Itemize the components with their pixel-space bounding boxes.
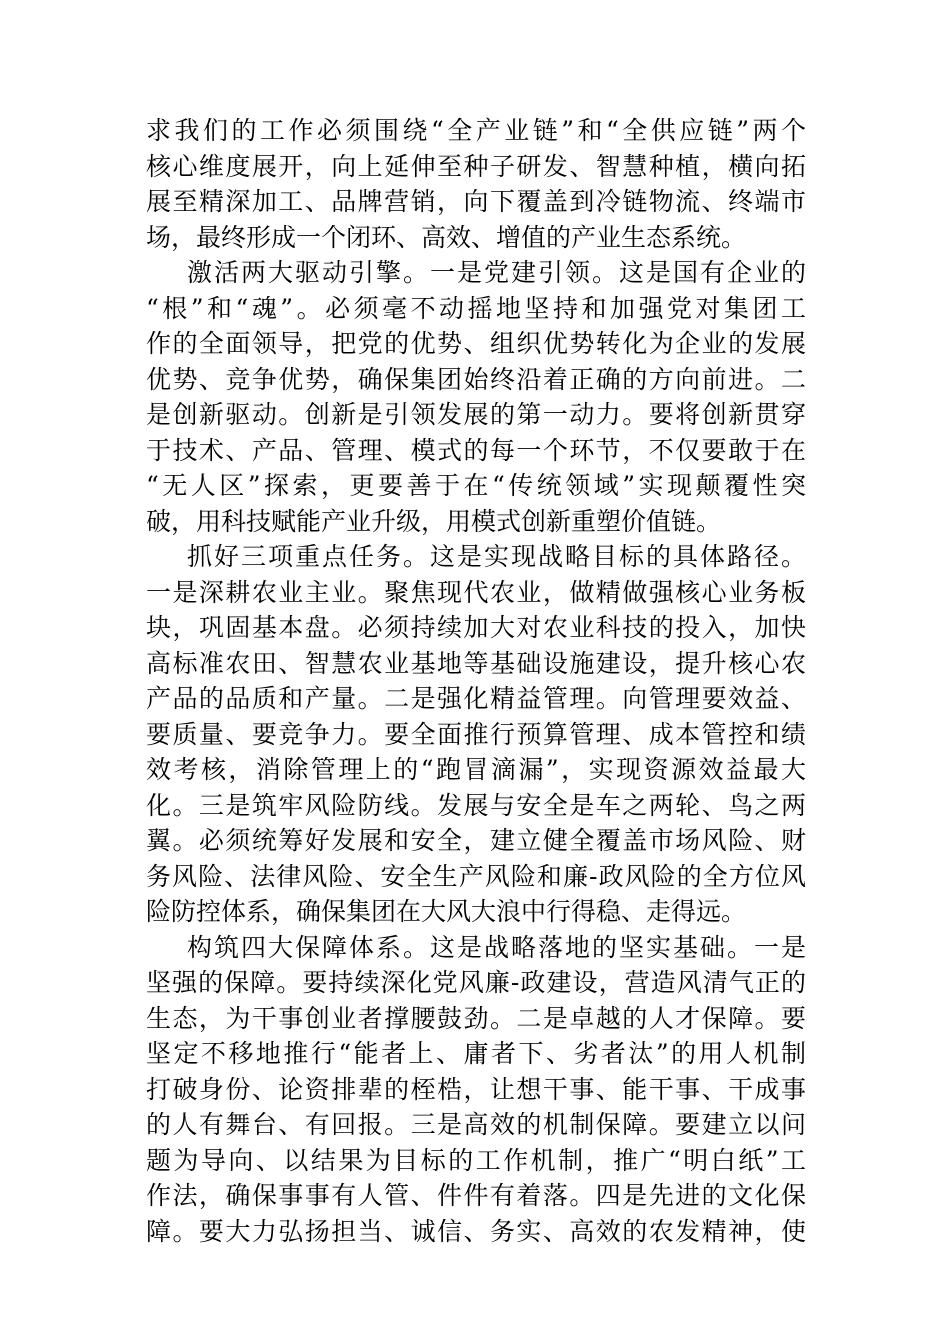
text-line: 块，巩固基本盘。必须持续加大对农业科技的投入，加快 bbox=[146, 613, 806, 642]
text-line: 险防控体系，确保集团在大风大浪中行得稳、走得远。 bbox=[146, 897, 747, 926]
text-line: 题为导向、以结果为目标的工作机制，推广“明白纸”工 bbox=[146, 1145, 806, 1175]
paragraph-2 bbox=[146, 255, 806, 539]
text-line: 化。三是筑牢风险防线。发展与安全是车之两轮、鸟之两 bbox=[146, 790, 806, 820]
text-line: 核心维度展开，向上延伸至种子研发、智慧种植，横向拓 bbox=[146, 151, 806, 181]
text-line: 优势、竞争优势，确保集团始终沿着正确的方向前进。二 bbox=[146, 364, 806, 394]
paragraph-3 bbox=[146, 539, 806, 930]
text-line: 作的全面领导，把党的优势、组织优势转化为企业的发展 bbox=[146, 329, 806, 358]
text-line: 场，最终形成一个闭环、高效、增值的产业生态系统。 bbox=[146, 222, 747, 252]
text-line: 打破身份、论资排辈的桎梏，让想干事、能干事、干成事 bbox=[146, 1074, 806, 1104]
text-line: 构筑四大保障体系。这是战略落地的坚实基础。一是 bbox=[187, 932, 806, 962]
text-line: 一是深耕农业主业。聚焦现代农业，做精做强核心业务板 bbox=[146, 577, 806, 607]
text-line: 坚定不移地推行“能者上、庸者下、劣者汰”的用人机制 bbox=[146, 1039, 806, 1068]
body-text bbox=[146, 113, 806, 1249]
text-line: 产品的品质和产量。二是强化精益管理。向管理要效益、 bbox=[146, 684, 806, 713]
text-line: 展至精深加工、品牌营销，向下覆盖到冷链物流、终端市 bbox=[146, 187, 806, 216]
text-line: 障。要大力弘扬担当、诚信、务实、高效的农发精神，使 bbox=[146, 1216, 806, 1246]
text-line: “根”和“魂”。必须毫不动摇地坚持和加强党对集团工 bbox=[146, 293, 806, 323]
text-line: 的人有舞台、有回报。三是高效的机制保障。要建立以问 bbox=[146, 1110, 806, 1139]
text-line: “无人区”探索，更要善于在“传统领域”实现颠覆性突 bbox=[146, 471, 806, 500]
text-line: 破，用科技赋能产业升级，用模式创新重塑价值链。 bbox=[146, 506, 722, 536]
text-line: 于技术、产品、管理、模式的每一个环节，不仅要敢于在 bbox=[146, 435, 806, 465]
text-line: 激活两大驱动引擎。一是党建引领。这是国有企业的 bbox=[187, 258, 806, 287]
text-line: 抓好三项重点任务。这是实现战略目标的具体路径。 bbox=[187, 542, 806, 571]
paragraph-1 bbox=[146, 113, 806, 255]
text-line: 要质量、要竞争力。要全面推行预算管理、成本管控和绩 bbox=[146, 719, 806, 749]
text-line: 是创新驱动。创新是引领发展的第一动力。要将创新贯穿 bbox=[146, 400, 806, 429]
text-line: 求我们的工作必须围绕“全产业链”和“全供应链”两个 bbox=[146, 116, 806, 145]
text-line: 高标准农田、智慧农业基地等基础设施建设，提升核心农 bbox=[146, 648, 806, 678]
paragraph-4 bbox=[146, 930, 806, 1250]
text-line: 务风险、法律风险、安全生产风险和廉-政风险的全方位风 bbox=[146, 861, 806, 891]
text-line: 效考核，消除管理上的“跑冒滴漏”，实现资源效益最大 bbox=[146, 755, 806, 784]
text-line: 坚强的保障。要持续深化党风廉-政建设，营造风清气正的 bbox=[146, 968, 806, 997]
text-line: 生态，为干事创业者撑腰鼓劲。二是卓越的人才保障。要 bbox=[146, 1003, 806, 1033]
text-line: 作法，确保事事有人管、件件有着落。四是先进的文化保 bbox=[146, 1181, 806, 1210]
text-line: 翼。必须统筹好发展和安全，建立健全覆盖市场风险、财 bbox=[146, 826, 806, 855]
